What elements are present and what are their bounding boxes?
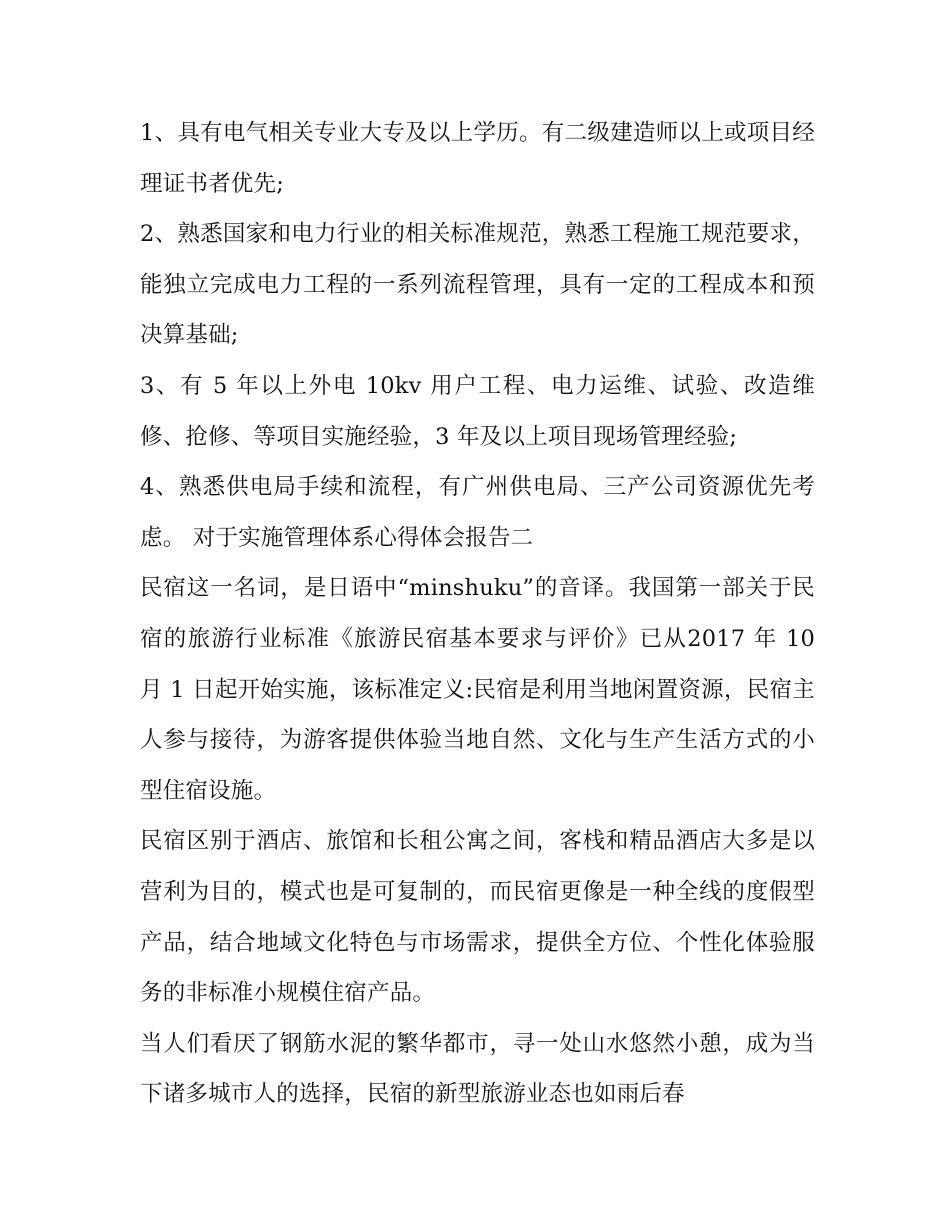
paragraph-requirement-4: 4、熟悉供电局手续和流程，有广州供电局、三产公司资源优先考虑。 对于实施管理体系心得体会报告二: [140, 474, 815, 551]
paragraph-minsu-trend: 当人们看厌了钢筋水泥的繁华都市，寻一处山水悠然小憩，成为当下诸多城市人的选择，民宿的新型旅游业态也如雨后春: [140, 1030, 815, 1108]
document-body: [140, 108, 815, 1120]
paragraph-requirement-2: 2、熟悉国家和电力行业的相关标准规范，熟悉工程施工规范要求，能独立完成电力工程的一系列流程管理，具有一定的工程成本和预决算基础;: [140, 221, 815, 349]
paragraph-minsu-definition: 民宿这一名词，是日语中“minshuku”的音译。我国第一部关于民宿的旅游行业标准《旅游民宿基本要求与评价》已从2017 年 10 月 1 日起开始实施，该标准定义:民宿是利用当地闲置资源，民宿主人参与接待，为游客提供体验当地自然、文化与生产生活方式的小型住宿设施。: [140, 575, 815, 804]
paragraph-minsu-difference: 民宿区别于酒店、旅馆和长租公寓之间，客栈和精品酒店大多是以营利为目的，模式也是可复制的，而民宿更像是一种全线的度假型产品，结合地域文化特色与市场需求，提供全方位、个性化体验服务的非标准小规模住宿产品。: [140, 828, 815, 1007]
paragraph-requirement-1: 1、具有电气相关专业大专及以上学历。有二级建造师以上或项目经理证书者优先;: [140, 120, 815, 197]
paragraph-requirement-3: 3、有 5 年以上外电 10kv 用户工程、电力运维、试验、改造维修、抢修、等项目实施经验，3 年及以上项目现场管理经验;: [140, 372, 815, 450]
